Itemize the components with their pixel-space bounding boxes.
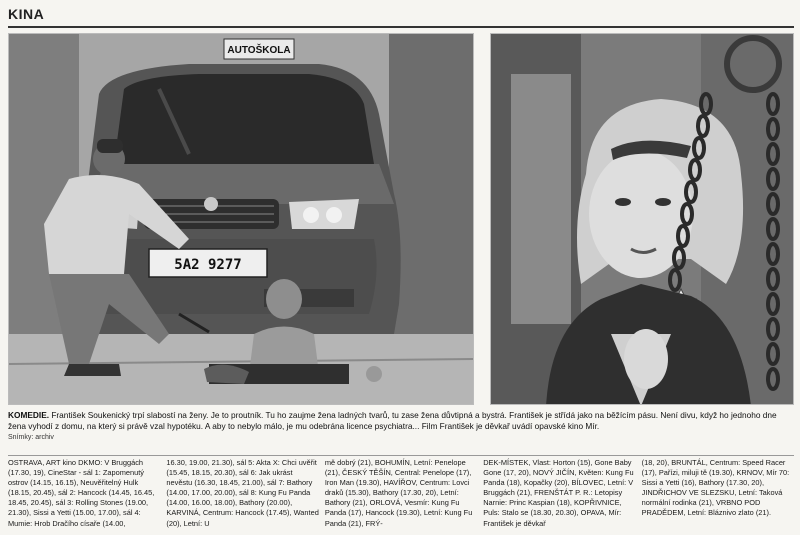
caption-lead: KOMEDIE.	[8, 410, 50, 420]
caption-text: František Soukenický trpí slabostí na ženy. Je to proutník. Tu ho zaujme žena ladných tvarů, tu zase žena důvtipná a bystrá. František je střídá jako na běžícím pásu. Není divu, když ho jednoho dne žena vyhodí z domu, na který si právě vzal hypotéku. A aby to nebylo málo, je mu odebrána licence psychiatra... Film František je děvkař uvádí opavské kino Mír.	[8, 410, 777, 431]
header-rule	[8, 26, 794, 28]
cinema-listings	[8, 458, 794, 533]
section-title: KINA	[8, 6, 45, 22]
photo-woman-portrait-illustration	[491, 34, 794, 405]
listing-column-1: OSTRAVA, ART kino DKMO: V Bruggách (17.30, 19), CineStar - sál 1: Zapomenutý ostrov (14.15, 16.15), Neuvěřitelný Hulk (18.15, 20.45), sál 2: Hancock (14.45, 16.45, 18.45, 20.45), sál 3: Rolling Stones (19.00, 21.30), Sissi a Yetti (15.00, 17.00), sál 4: Mumie: Hrob Dračího císaře (14.00,	[8, 458, 155, 528]
roof-sign-text: AUTOŠKOLA	[227, 45, 291, 56]
divider	[8, 455, 794, 456]
section-header	[8, 6, 794, 28]
listing-column-3: mě dobrý (21), BOHUMÍN, Letní: Penelope (21), ČESKÝ TĚŠÍN, Central: Penelope (17), Iron Man (19.30), HAVÍŘOV, Centrum: Lovci draků (15.30), Bathory (17.30, 20), Letní: Bathory (21), ORLOVÁ, Vesmír: Kung Fu Panda (17), Hancock (19.30), Letní: Kung Fu Panda (21), FRÝ-	[324, 458, 473, 528]
photo-driving-school	[8, 33, 474, 405]
photo-woman-portrait	[490, 33, 794, 405]
photo-credit: Snímky: archiv	[8, 434, 54, 441]
photo-caption	[8, 410, 794, 443]
listing-column-4: DEK-MÍSTEK, Vlast: Horton (15), Gone Baby Gone (17, 20), NOVÝ JIČÍN, Květen: Kung Fu Panda (18), Kopačky (20), BÍLOVEC, Letní: V Bruggách (21), FRENŠTÁT P. R.: Letopisy Narnie: Princ Kaspian (18), KOPŘIVNICE, Puls: Stalo se (18.30, 20.30), OPAVA, Mír: František je děvkař	[483, 458, 634, 528]
license-plate-text: 5A2 9277	[174, 257, 242, 273]
photo-driving-school-illustration	[9, 34, 474, 405]
listing-column-5: (18, 20), BRUNTÁL, Centrum: Speed Racer (17), Pařízi, miluji tě (19.30), KRNOV, Mír 70: Sissi a Yetti (16), Bathory (17.30, 20), JINDŘICHOV VE SLEZSKU, Letní: Taková normální rodinka (21), VRBNO POD PRADĚDEM, Letní: Bláznivo zlato (21).	[641, 458, 790, 518]
listing-column-2: 16.30, 19.00, 21.30), sál 5: Akta X: Chci uvěřit (15.45, 18.15, 20.30), sál 6: Jak ukrást nevěstu (16.30, 18.45, 21.00), sál 7: Bathory (14.00, 17.00, 20.00), sál 8: Kung Fu Panda (14.00, 16.00, 18.00), Bathory (20.00), KARVINÁ, Centrum: Hancock (17.45), Wanted (20), Letní: U	[166, 458, 319, 528]
